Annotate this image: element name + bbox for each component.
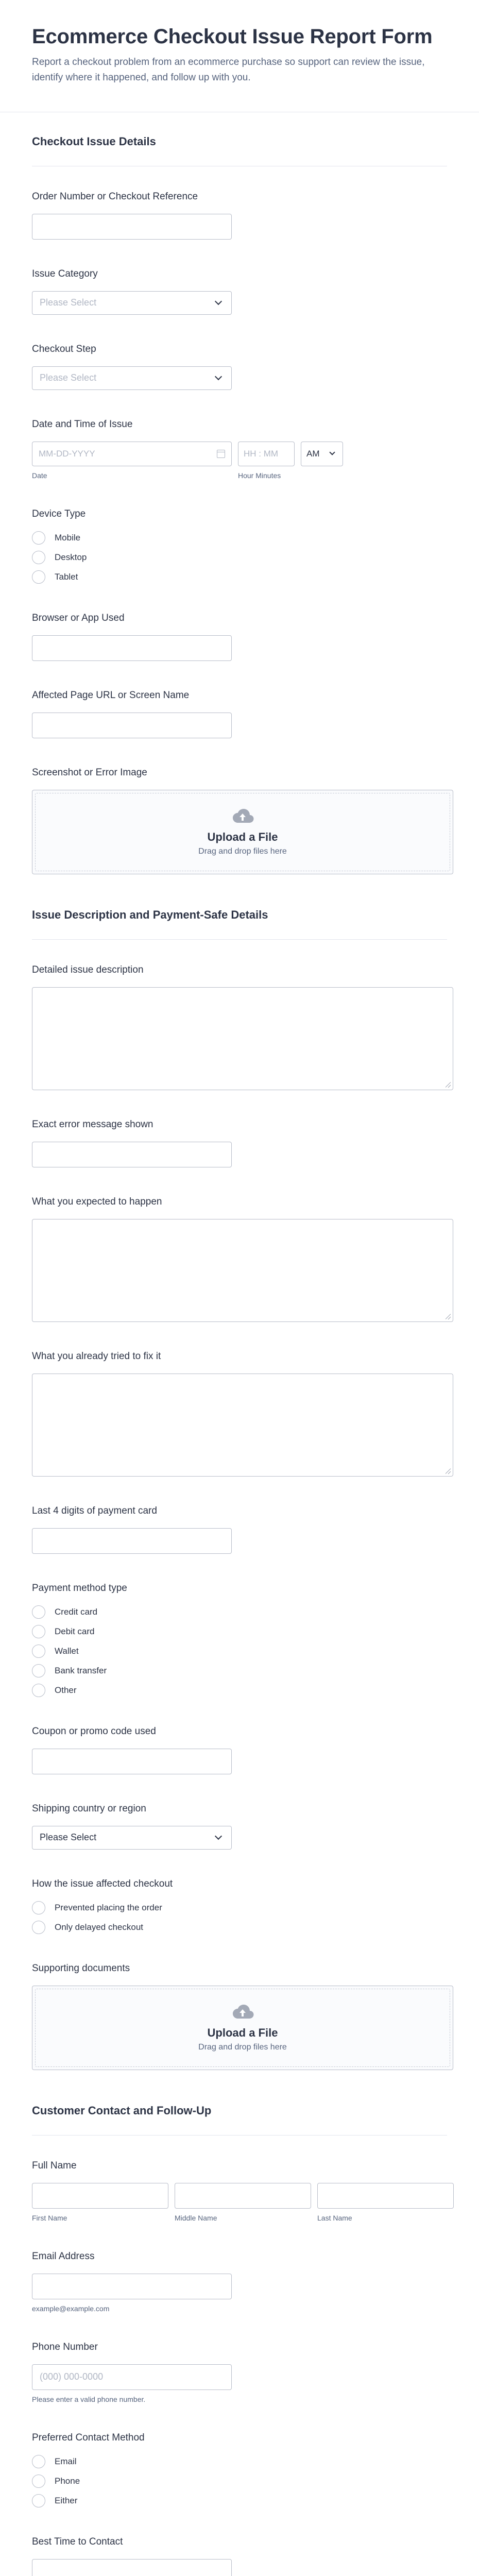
radio-option[interactable] [32, 551, 447, 564]
upload-title: Upload a File [207, 2026, 278, 2039]
last-name-input[interactable] [317, 2183, 454, 2209]
payment-method-label: Payment method type [32, 1582, 127, 1594]
field-device-type [32, 509, 447, 584]
section-checkout-header [32, 112, 447, 166]
date-input[interactable] [32, 442, 232, 466]
radio-circle[interactable] [32, 2475, 45, 2488]
field-screenshot [32, 767, 447, 874]
radio-label: Mobile [55, 532, 81, 543]
cloud-upload-icon [231, 2004, 254, 2021]
datetime-label: Date and Time of Issue [32, 418, 133, 430]
last-name-sublabel: Last Name [317, 2213, 352, 2222]
screenshot-upload[interactable] [32, 790, 453, 874]
affected-url-label: Affected Page URL or Screen Name [32, 689, 190, 701]
field-shipping-country [32, 1803, 447, 1850]
field-supporting-docs [32, 1963, 447, 2070]
form-header [0, 0, 479, 112]
field-contact-method [32, 2432, 447, 2507]
date-column [32, 442, 232, 480]
field-last4 [32, 1505, 447, 1554]
time-sublabel: Hour Minutes [238, 471, 281, 480]
radio-option[interactable] [32, 1645, 447, 1658]
best-time-input[interactable] [32, 2559, 232, 2576]
radio-circle[interactable] [32, 1664, 45, 1677]
chevron-down-icon [215, 1833, 222, 1840]
radio-label: Desktop [55, 552, 87, 562]
email-field[interactable] [32, 2274, 232, 2299]
radio-circle[interactable] [32, 1921, 45, 1934]
middle-name-input[interactable] [175, 2183, 311, 2209]
supporting-docs-label: Supporting documents [32, 1962, 130, 1974]
screenshot-label: Screenshot or Error Image [32, 767, 147, 778]
date-sublabel: Date [32, 471, 47, 480]
datetime-row [32, 442, 447, 480]
detailed-description-textarea[interactable] [32, 987, 453, 1090]
time-placeholder: HH : MM [244, 448, 279, 459]
section-contact-header [32, 2099, 447, 2136]
upload-dropzone-border [35, 793, 450, 871]
ampm-select[interactable] [301, 442, 343, 466]
best-time-label: Best Time to Contact [32, 2536, 123, 2547]
affected-url-input[interactable] [32, 713, 232, 738]
last-name-column [317, 2183, 454, 2222]
field-error-message [32, 1119, 447, 1167]
radio-circle[interactable] [32, 1605, 45, 1619]
field-coupon [32, 1726, 447, 1774]
radio-circle[interactable] [32, 1684, 45, 1697]
supporting-docs-upload[interactable] [32, 1986, 453, 2070]
resize-grip-icon[interactable] [444, 1313, 451, 1319]
cloud-upload-icon [231, 808, 254, 825]
expected-textarea[interactable] [32, 1219, 453, 1322]
field-expected [32, 1196, 447, 1322]
radio-circle[interactable] [32, 531, 45, 545]
radio-option[interactable] [32, 1605, 447, 1619]
radio-label: Phone [55, 2476, 80, 2486]
issue-category-select[interactable] [32, 291, 232, 315]
field-datetime [32, 419, 447, 480]
device-type-label: Device Type [32, 508, 86, 519]
radio-label: Bank transfer [55, 1665, 107, 1675]
radio-option[interactable] [32, 1625, 447, 1638]
phone-sublabel: Please enter a valid phone number. [32, 2395, 146, 2403]
phone-placeholder: (000) 000-0000 [40, 2371, 104, 2382]
radio-circle[interactable] [32, 1645, 45, 1658]
field-checkout-step [32, 344, 447, 390]
field-email [32, 2251, 447, 2313]
resize-grip-icon[interactable] [444, 1468, 451, 1474]
first-name-column [32, 2183, 168, 2222]
resize-grip-icon[interactable] [444, 1081, 451, 1088]
time-input[interactable] [238, 442, 295, 466]
order-number-input[interactable] [32, 214, 232, 240]
field-affected-url [32, 690, 447, 738]
radio-label: Either [55, 2495, 78, 2505]
radio-option[interactable] [32, 2494, 447, 2507]
field-payment-method [32, 1583, 447, 1697]
full-name-label: Full Name [32, 2160, 77, 2171]
order-number-label: Order Number or Checkout Reference [32, 191, 198, 202]
coupon-input[interactable] [32, 1749, 232, 1774]
coupon-label: Coupon or promo code used [32, 1725, 156, 1737]
field-tried [32, 1351, 447, 1477]
error-message-input[interactable] [32, 1142, 232, 1167]
field-full-name [32, 2160, 447, 2222]
checkout-step-placeholder: Please Select [40, 372, 97, 383]
radio-circle[interactable] [32, 2455, 45, 2468]
issue-category-label: Issue Category [32, 268, 98, 279]
radio-option[interactable] [32, 1921, 447, 1934]
radio-option[interactable] [32, 2455, 447, 2468]
last4-label: Last 4 digits of payment card [32, 1505, 157, 1516]
radio-label: Credit card [55, 1606, 98, 1617]
radio-option[interactable] [32, 531, 447, 545]
contact-method-label: Preferred Contact Method [32, 2432, 145, 2443]
time-column [232, 442, 295, 480]
section-description-header [32, 903, 447, 940]
detailed-description-label: Detailed issue description [32, 964, 144, 975]
browser-label: Browser or App Used [32, 612, 125, 623]
upload-title: Upload a File [207, 830, 278, 843]
upload-subtitle: Drag and drop files here [198, 2042, 287, 2052]
date-placeholder: MM-DD-YYYY [39, 448, 95, 459]
affected-checkout-label: How the issue affected checkout [32, 1878, 173, 1889]
radio-label: Debit card [55, 1626, 95, 1636]
upload-subtitle: Drag and drop files here [198, 846, 287, 856]
form-content [0, 112, 479, 2576]
chevron-down-icon [215, 373, 222, 380]
field-order-number [32, 191, 447, 240]
radio-label: Tablet [55, 571, 78, 582]
radio-label: Prevented placing the order [55, 1902, 162, 1912]
radio-label: Only delayed checkout [55, 1922, 143, 1932]
calendar-icon[interactable] [217, 450, 225, 458]
tried-label: What you already tried to fix it [32, 1350, 161, 1362]
radio-circle[interactable] [32, 2494, 45, 2507]
name-row [32, 2183, 447, 2222]
first-name-input[interactable] [32, 2183, 168, 2209]
ampm-value: AM [306, 448, 320, 459]
radio-label: Other [55, 1685, 77, 1695]
expected-label: What you expected to happen [32, 1196, 162, 1207]
section-description-title: Issue Description and Payment-Safe Details [32, 908, 268, 921]
field-phone [32, 2342, 447, 2403]
shipping-country-select[interactable] [32, 1826, 232, 1850]
first-name-sublabel: First Name [32, 2213, 67, 2222]
section-checkout-title: Checkout Issue Details [32, 134, 156, 148]
field-issue-category [32, 268, 447, 315]
shipping-country-value: Please Select [40, 1832, 97, 1843]
radio-option[interactable] [32, 570, 447, 584]
form-title: Ecommerce Checkout Issue Report Form [32, 25, 433, 48]
field-detailed-description [32, 964, 447, 1090]
tried-textarea[interactable] [32, 1374, 453, 1477]
browser-input[interactable] [32, 635, 232, 661]
middle-name-column [175, 2183, 311, 2222]
last4-input[interactable] [32, 1528, 232, 1554]
radio-option[interactable] [32, 1684, 447, 1697]
field-best-time [32, 2536, 447, 2576]
radio-circle[interactable] [32, 551, 45, 564]
form-description: Report a checkout problem from an ecommerce purchase so support can review the issue, identify where it happened, and follow up with you. [32, 57, 425, 83]
email-sublabel: example@example.com [32, 2304, 110, 2313]
chevron-down-icon [215, 298, 222, 305]
error-message-label: Exact error message shown [32, 1118, 153, 1130]
radio-option[interactable] [32, 1664, 447, 1677]
field-browser [32, 613, 447, 661]
section-contact-title: Customer Contact and Follow-Up [32, 2104, 212, 2117]
radio-circle[interactable] [32, 1901, 45, 1914]
field-affected-checkout [32, 1878, 447, 1934]
upload-dropzone-border [35, 1989, 450, 2067]
middle-name-sublabel: Middle Name [175, 2213, 217, 2222]
radio-circle[interactable] [32, 570, 45, 584]
radio-label: Wallet [55, 1646, 79, 1656]
checkout-step-label: Checkout Step [32, 343, 96, 354]
radio-circle[interactable] [32, 1625, 45, 1638]
shipping-country-label: Shipping country or region [32, 1803, 146, 1814]
chevron-down-icon [329, 449, 335, 455]
phone-field[interactable] [32, 2364, 232, 2390]
radio-label: Email [55, 2456, 77, 2466]
phone-label: Phone Number [32, 2341, 98, 2352]
email-label: Email Address [32, 2250, 95, 2262]
issue-category-placeholder: Please Select [40, 297, 97, 308]
checkout-step-select[interactable] [32, 366, 232, 390]
radio-option[interactable] [32, 2475, 447, 2488]
radio-option[interactable] [32, 1901, 447, 1914]
